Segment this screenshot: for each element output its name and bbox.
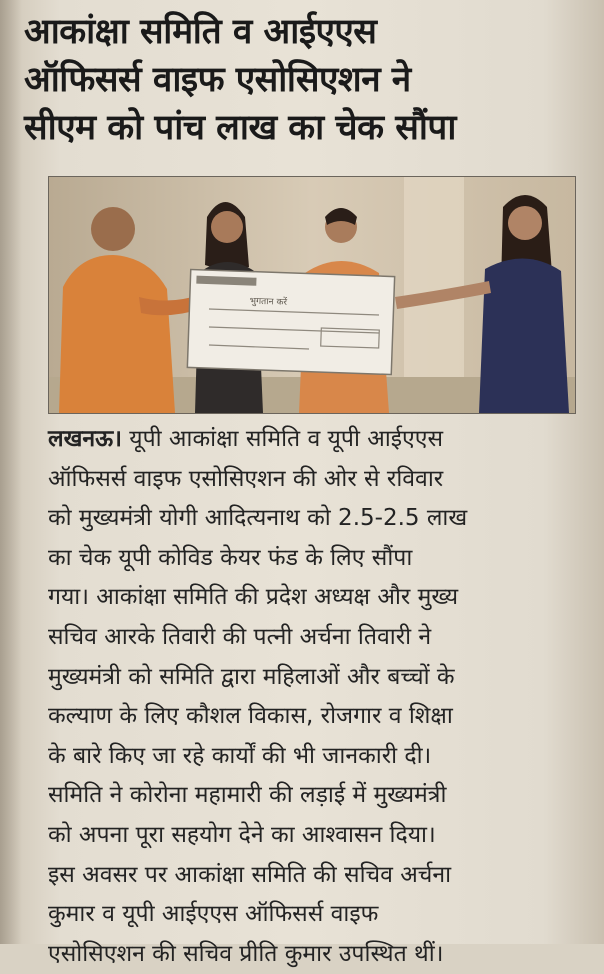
article-line-8: कल्याण के लिए कौशल विकास, रोजगार व शिक्षा	[48, 703, 453, 730]
article-line-1-text: यूपी आकांक्षा समिति व यूपी आईएएस	[121, 426, 444, 452]
article-line-7: मुख्यमंत्री को समिति द्वारा महिलाओं और बच्चों के	[48, 663, 455, 690]
article-line-9: के बारे किए जा रहे कार्यों की भी जानकारी दी।	[48, 742, 432, 769]
article-line-12: इस अवसर पर आकांक्षा समिति की सचिव अर्चना	[48, 861, 452, 888]
dateline: लखनऊ।	[48, 426, 122, 452]
article-line-3: को मुख्यमंत्री योगी आदित्यनाथ को 2.5-2.5 लाख	[48, 505, 468, 532]
headline-line-1: आकांक्षा समिति व आईएएस	[24, 12, 377, 52]
article-line-14: एसोसिएशन की सचिव प्रीति कुमार उपस्थित थीं।	[48, 940, 444, 967]
article-line-10: समिति ने कोरोना महामारी की लड़ाई में मुख्यमंत्री	[48, 782, 447, 809]
article-line-11: को अपना पूरा सहयोग देने का आश्वासन दिया।	[48, 821, 436, 848]
article-body	[48, 420, 588, 974]
cheque-handover-photo	[49, 177, 575, 413]
article-line-2: ऑफिसर्स वाइफ एसोसिएशन की ओर से रविवार	[48, 465, 444, 492]
headline-line-2: ऑफिसर्स वाइफ एसोसिएशन ने	[24, 60, 411, 100]
article-line-6: सचिव आरके तिवारी की पत्नी अर्चना तिवारी ने	[48, 623, 432, 650]
big-cheque	[187, 269, 394, 374]
headline	[24, 8, 584, 152]
article-line-1	[48, 420, 588, 460]
article-line-5: गया। आकांक्षा समिति की प्रदेश अध्यक्ष और मुख्य	[48, 584, 459, 611]
page-fold-shadow	[0, 0, 22, 944]
article-line-4: का चेक यूपी कोविड केयर फंड के लिए सौंपा	[48, 544, 413, 571]
cheque-text: भुगतान करें	[249, 296, 288, 308]
news-photo	[48, 176, 576, 414]
headline-line-3: सीएम को पांच लाख का चेक सौंपा	[24, 108, 456, 148]
article-line-13: कुमार व यूपी आईएएस ऑफिसर्स वाइफ	[48, 901, 379, 928]
